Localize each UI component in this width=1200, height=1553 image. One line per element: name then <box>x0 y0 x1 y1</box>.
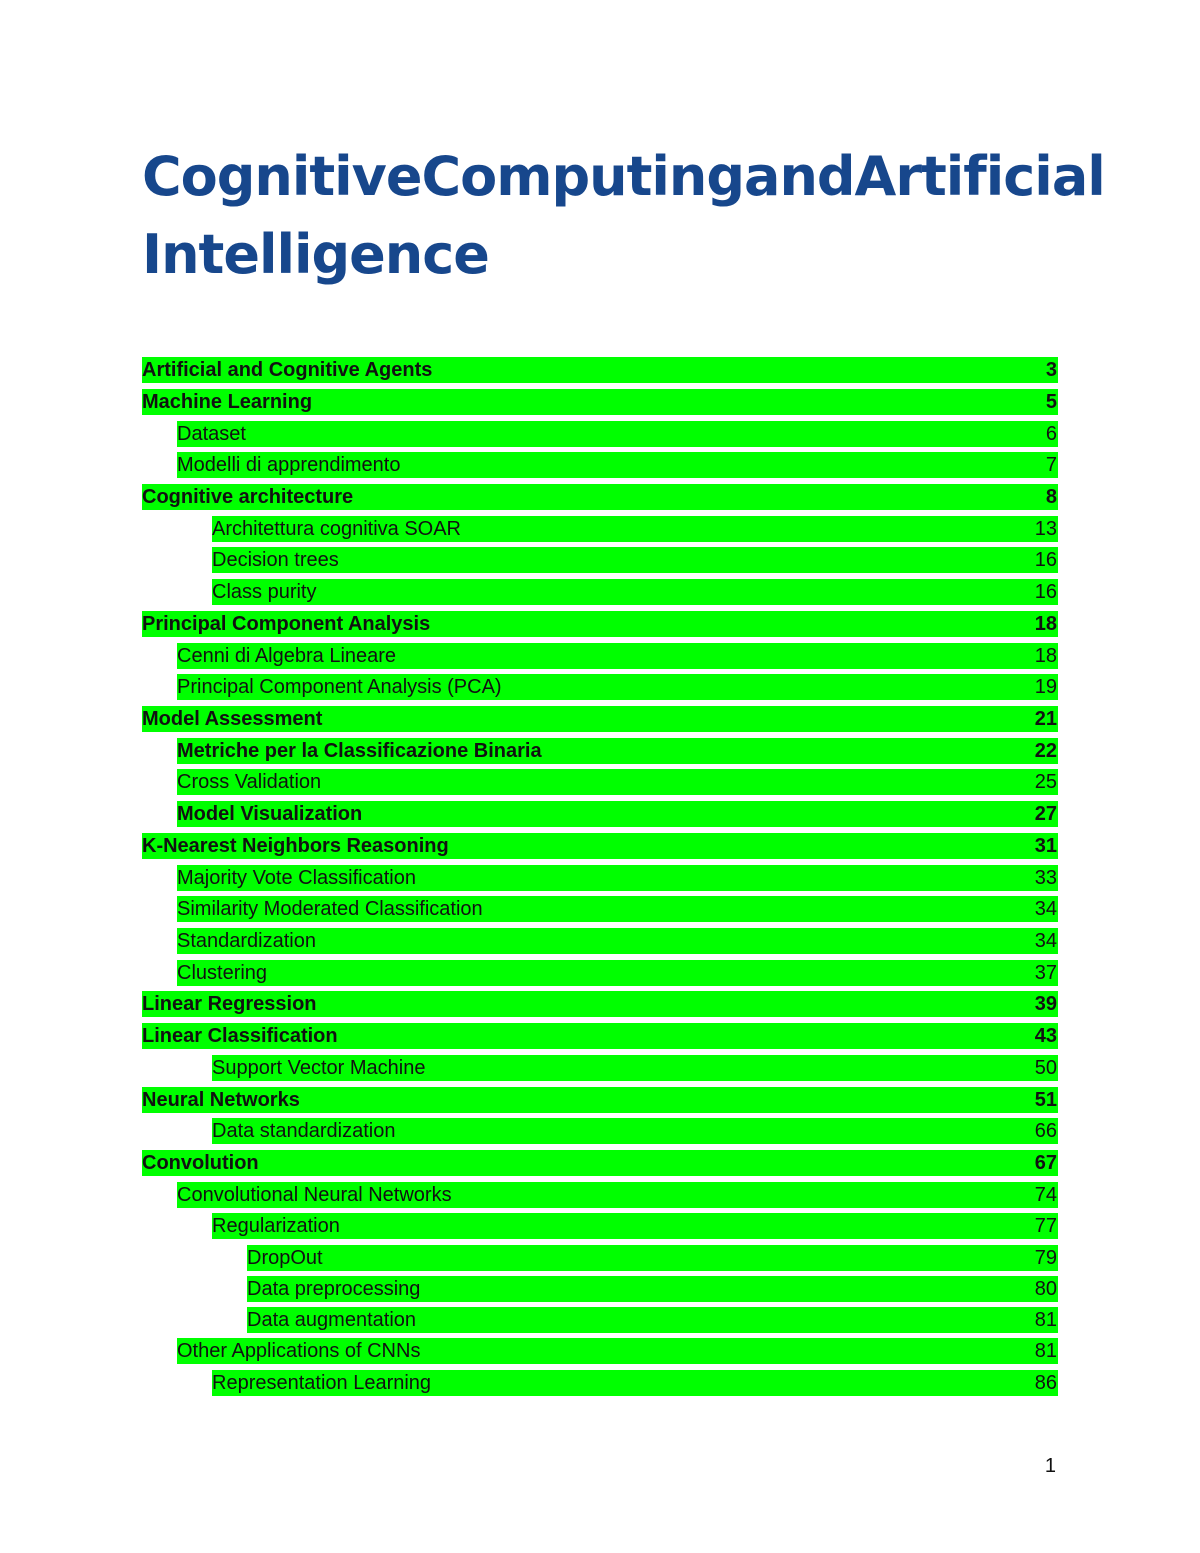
toc-entry[interactable] <box>142 833 1058 859</box>
toc-entry-label: Majority Vote Classification <box>177 866 416 889</box>
toc-entry[interactable] <box>142 1023 1058 1049</box>
toc-entry-page: 81 <box>1034 1308 1057 1331</box>
toc-entry[interactable] <box>142 706 1058 732</box>
toc-entry-label: Data preprocessing <box>247 1277 421 1300</box>
toc-entry-label: K-Nearest Neighbors Reasoning <box>142 834 449 857</box>
toc-entry-page: 33 <box>1034 866 1057 889</box>
toc-entry-page: 27 <box>1034 802 1057 825</box>
toc-entry-label: Data standardization <box>212 1119 396 1142</box>
toc-entry[interactable] <box>142 611 1058 637</box>
toc-entry[interactable] <box>142 1150 1058 1176</box>
title-word: Artificial <box>854 145 1105 208</box>
toc-entry-label: Neural Networks <box>142 1088 300 1111</box>
document-title <box>142 138 1105 294</box>
toc-entry[interactable] <box>212 1118 1058 1144</box>
toc-entry[interactable] <box>212 547 1058 573</box>
toc-entry-page: 67 <box>1034 1151 1057 1174</box>
toc-entry[interactable] <box>142 389 1058 415</box>
toc-entry-page: 34 <box>1034 897 1057 920</box>
toc-entry-label: Clustering <box>177 961 268 984</box>
toc-entry-label: Convolutional Neural Networks <box>177 1183 452 1206</box>
toc-entry[interactable] <box>212 579 1058 605</box>
toc-entry-label: Linear Classification <box>142 1024 338 1047</box>
toc-entry-page: 80 <box>1034 1277 1057 1300</box>
toc-entry-page: 50 <box>1034 1056 1057 1079</box>
toc-entry-page: 21 <box>1034 707 1057 730</box>
toc-entry[interactable] <box>177 1182 1058 1208</box>
toc-entry-page: 13 <box>1034 517 1057 540</box>
toc-entry[interactable] <box>177 801 1058 827</box>
toc-entry-label: Cognitive architecture <box>142 485 354 508</box>
toc-entry-page: 51 <box>1034 1088 1057 1111</box>
toc-entry-page: 79 <box>1034 1246 1057 1269</box>
toc-entry[interactable] <box>142 357 1058 383</box>
toc-entry-label: Modelli di apprendimento <box>177 453 401 476</box>
toc-entry-page: 18 <box>1034 644 1057 667</box>
toc-entry-label: Principal Component Analysis <box>142 612 431 635</box>
toc-entry-label: Support Vector Machine <box>212 1056 426 1079</box>
toc-entry-page: 39 <box>1034 992 1057 1015</box>
toc-entry-label: Similarity Moderated Classification <box>177 897 483 920</box>
toc-entry-label: Architettura cognitiva SOAR <box>212 517 461 540</box>
toc-entry[interactable] <box>247 1307 1058 1333</box>
title-line-1 <box>142 138 1105 216</box>
toc-entry[interactable] <box>212 516 1058 542</box>
title-word: Computing <box>421 145 744 208</box>
toc-entry-label: Decision trees <box>212 548 339 571</box>
toc-entry-page: 3 <box>1045 358 1057 381</box>
toc-entry-page: 74 <box>1034 1183 1057 1206</box>
toc-entry-label: Dataset <box>177 422 246 445</box>
toc-entry[interactable] <box>177 928 1058 954</box>
toc-entry-page: 77 <box>1034 1214 1057 1237</box>
toc-entry[interactable] <box>177 643 1058 669</box>
toc-entry[interactable] <box>177 738 1058 764</box>
toc-entry-page: 81 <box>1034 1339 1057 1362</box>
toc-entry[interactable] <box>177 769 1058 795</box>
page-number: 1 <box>1044 1455 1056 1477</box>
toc-entry[interactable] <box>177 960 1058 986</box>
title-word: and <box>744 145 855 208</box>
toc-entry[interactable] <box>247 1276 1058 1302</box>
toc-entry-page: 18 <box>1034 612 1057 635</box>
toc-entry-page: 19 <box>1034 675 1057 698</box>
toc-entry-page: 16 <box>1034 580 1057 603</box>
toc-entry[interactable] <box>247 1245 1058 1271</box>
toc-entry-label: Data augmentation <box>247 1308 417 1331</box>
toc-entry[interactable] <box>177 674 1058 700</box>
toc-entry-label: Class purity <box>212 580 317 603</box>
toc-entry-label: Convolution <box>142 1151 259 1174</box>
toc-entry-label: Cross Validation <box>177 770 322 793</box>
toc-entry[interactable] <box>212 1055 1058 1081</box>
toc-entry[interactable] <box>142 991 1058 1017</box>
toc-entry-label: Model Visualization <box>177 802 363 825</box>
toc-entry[interactable] <box>212 1213 1058 1239</box>
toc-entry-page: 66 <box>1034 1119 1057 1142</box>
toc-entry-page: 43 <box>1034 1024 1057 1047</box>
toc-entry-page: 5 <box>1045 390 1057 413</box>
toc-entry-label: Cenni di Algebra Lineare <box>177 644 397 667</box>
toc-entry-page: 16 <box>1034 548 1057 571</box>
toc-entry-label: Artificial and Cognitive Agents <box>142 358 433 381</box>
toc-entry-label: Standardization <box>177 929 316 952</box>
toc-entry-page: 22 <box>1034 739 1057 762</box>
toc-entry-page: 34 <box>1034 929 1057 952</box>
toc-entry-label: Linear Regression <box>142 992 317 1015</box>
toc-entry-label: Principal Component Analysis (PCA) <box>177 675 502 698</box>
toc-entry-page: 31 <box>1034 834 1057 857</box>
toc-entry-page: 8 <box>1045 485 1057 508</box>
title-line-2: Intelligence <box>142 223 489 286</box>
toc-entry[interactable] <box>142 484 1058 510</box>
toc-entry[interactable] <box>177 896 1058 922</box>
toc-entry[interactable] <box>177 865 1058 891</box>
toc-entry[interactable] <box>177 421 1058 447</box>
toc-entry-label: Other Applications of CNNs <box>177 1339 421 1362</box>
toc-entry[interactable] <box>177 1338 1058 1364</box>
toc-entry-label: Metriche per la Classificazione Binaria <box>177 739 542 762</box>
toc-entry-page: 7 <box>1045 453 1057 476</box>
toc-entry-label: DropOut <box>247 1246 323 1269</box>
toc-entry-page: 6 <box>1045 422 1057 445</box>
toc-entry-page: 86 <box>1034 1371 1057 1394</box>
title-word: Cognitive <box>142 145 422 208</box>
toc-entry-label: Machine Learning <box>142 390 313 413</box>
toc-entry-label: Representation Learning <box>212 1371 432 1394</box>
toc-entry-label: Regularization <box>212 1214 340 1237</box>
toc-entry-label: Model Assessment <box>142 707 323 730</box>
toc-entry-page: 25 <box>1034 770 1057 793</box>
toc-entry[interactable] <box>177 452 1058 478</box>
toc-entry-page: 37 <box>1034 961 1057 984</box>
toc-entry[interactable] <box>212 1370 1058 1396</box>
toc-entry[interactable] <box>142 1087 1058 1113</box>
